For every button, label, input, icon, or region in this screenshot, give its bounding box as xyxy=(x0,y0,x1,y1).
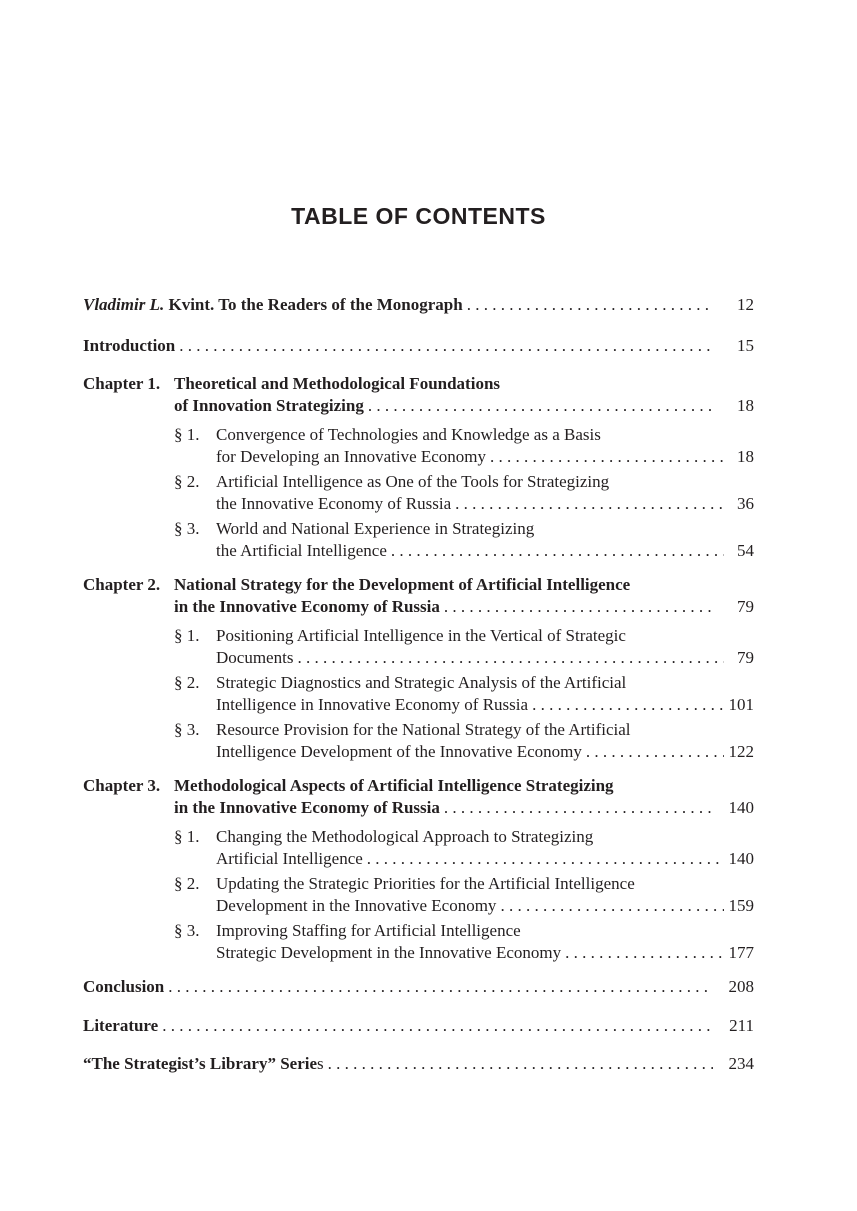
toc-entry-text: of Innovation Strategizing xyxy=(174,396,364,415)
toc-entry-text: Strategic Development in the Innovative Economy xyxy=(216,943,562,962)
toc-entry-text: “The Strategist’s Library” Serie xyxy=(83,1054,318,1073)
section-title-line2[interactable] xyxy=(216,540,724,562)
toc-entry-text: Intelligence Development of the Innovative Economy xyxy=(216,742,582,761)
section-number: § 2. xyxy=(174,874,200,893)
chapter-title-line1[interactable]: National Strategy for the Development of Artificial Intelligence xyxy=(174,575,631,594)
toc-entry-text: Conclusion xyxy=(83,977,165,996)
section-number: § 1. xyxy=(174,827,200,846)
toc-page-number: 159 xyxy=(728,896,754,915)
section-title-line1[interactable]: Updating the Strategic Priorities for the Artificial Intelligence xyxy=(216,874,635,893)
section-number: § 3. xyxy=(174,519,200,538)
toc-entry-text: Introduction xyxy=(83,336,176,355)
chapter-label: Chapter 3. xyxy=(83,776,161,795)
section-title-line2[interactable] xyxy=(216,647,724,669)
section-title-line1[interactable]: Artificial Intelligence as One of the Tools for Strategizing xyxy=(216,472,610,491)
section-title-line1[interactable]: Convergence of Technologies and Knowledge as a Basis xyxy=(216,425,601,444)
section-title-line1[interactable]: World and National Experience in Strategizing xyxy=(216,519,535,538)
section-title-line2[interactable] xyxy=(216,694,724,716)
section-title-line2[interactable] xyxy=(216,741,724,763)
toc-page-number: 54 xyxy=(737,541,754,560)
toc-page-number: 234 xyxy=(728,1054,754,1073)
chapter-title-line2[interactable] xyxy=(174,596,713,618)
toc-page-number: 15 xyxy=(737,336,754,355)
toc-entry-text: the Artificial Intelligence xyxy=(216,541,387,560)
section-title-line2[interactable] xyxy=(216,895,724,917)
toc-entry-text: Kvint. To the Readers of the Monograph xyxy=(164,295,463,314)
section-title-line2[interactable] xyxy=(216,493,724,515)
chapter-title-line1[interactable]: Methodological Aspects of Artificial Intelligence Strategizing xyxy=(174,776,614,795)
toc-entry-series[interactable] xyxy=(83,1053,713,1075)
toc-page-number: 18 xyxy=(737,447,754,466)
toc-entry-text: Artificial Intelligence xyxy=(216,849,363,868)
toc-page-number: 18 xyxy=(737,396,754,415)
section-title-line2[interactable] xyxy=(216,942,724,964)
toc-page-number: 208 xyxy=(728,977,754,996)
section-number: § 1. xyxy=(174,626,200,645)
toc-entry-text: for Developing an Innovative Economy xyxy=(216,447,487,466)
section-number: § 2. xyxy=(174,472,200,491)
toc-entry-text-suffix: s xyxy=(317,1054,324,1073)
section-number: § 3. xyxy=(174,720,200,739)
chapter-title-line1[interactable]: Theoretical and Methodological Foundations xyxy=(174,374,501,393)
section-title-line2[interactable] xyxy=(216,848,724,870)
section-title-line1[interactable]: Improving Staffing for Artificial Intelligence xyxy=(216,921,521,940)
toc-entry-text: in the Innovative Economy of Russia xyxy=(174,798,440,817)
section-title-line2[interactable] xyxy=(216,446,724,468)
toc-entry-text: in the Innovative Economy of Russia xyxy=(174,597,440,616)
toc-entry-text: Literature xyxy=(83,1016,159,1035)
section-title-line1[interactable]: Changing the Methodological Approach to Strategizing xyxy=(216,827,594,846)
toc-page-number: 12 xyxy=(737,295,754,314)
page-title: TABLE OF CONTENTS xyxy=(291,203,546,229)
section-title-line1[interactable]: Resource Provision for the National Strategy of the Artificial xyxy=(216,720,631,739)
section-number: § 1. xyxy=(174,425,200,444)
toc-entry-text: Development in the Innovative Economy xyxy=(216,896,497,915)
toc-entry-readers[interactable] xyxy=(83,294,713,316)
toc-page-number: 140 xyxy=(728,849,754,868)
toc-page-number: 211 xyxy=(729,1016,754,1035)
chapter-label: Chapter 2. xyxy=(83,575,161,594)
toc-page-number: 140 xyxy=(728,798,754,817)
toc-entry-text: Intelligence in Innovative Economy of Russia xyxy=(216,695,529,714)
chapter-label: Chapter 1. xyxy=(83,374,161,393)
toc-page-number: 79 xyxy=(737,597,754,616)
section-title-line1[interactable]: Positioning Artificial Intelligence in the Vertical of Strategic xyxy=(216,626,626,645)
toc-page-number: 36 xyxy=(737,494,754,513)
toc-page-number: 101 xyxy=(728,695,754,714)
section-title-line1[interactable]: Strategic Diagnostics and Strategic Analysis of the Artificial xyxy=(216,673,627,692)
toc-entry-literature[interactable] xyxy=(83,1015,713,1037)
toc-page-number: 177 xyxy=(728,943,754,962)
toc-entry-text: Documents xyxy=(216,648,294,667)
toc-page-number: 79 xyxy=(737,648,754,667)
toc-entry-conclusion[interactable] xyxy=(83,976,713,998)
toc-entry-text: the Innovative Economy of Russia xyxy=(216,494,452,513)
chapter-title-line2[interactable] xyxy=(174,395,713,417)
toc-author: Vladimir L. xyxy=(83,295,165,314)
toc-entry-introduction[interactable] xyxy=(83,335,713,357)
section-number: § 3. xyxy=(174,921,200,940)
section-number: § 2. xyxy=(174,673,200,692)
chapter-title-line2[interactable] xyxy=(174,797,713,819)
toc-page-number: 122 xyxy=(728,742,754,761)
